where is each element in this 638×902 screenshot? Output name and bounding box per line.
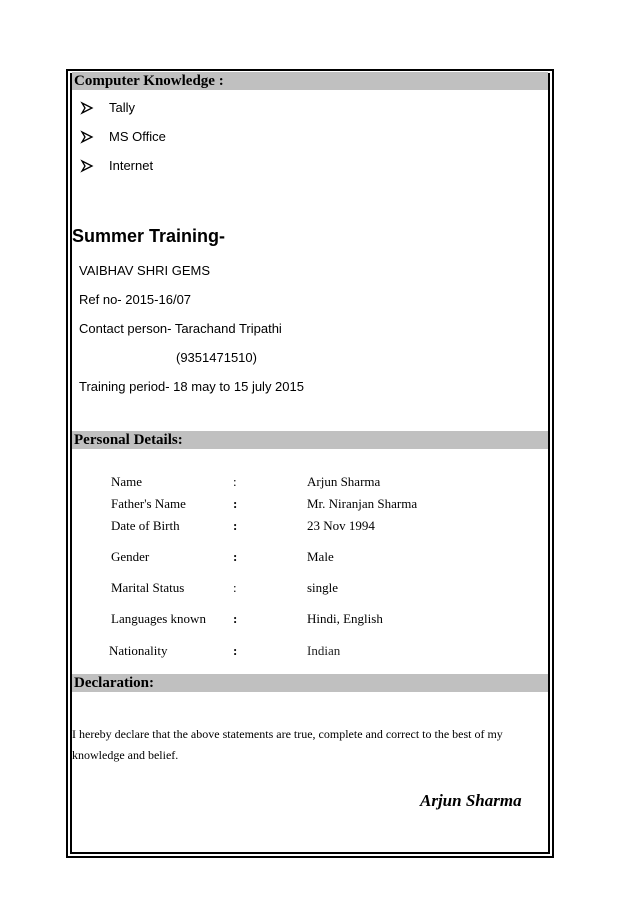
arrow-bullet-icon	[80, 100, 94, 116]
detail-row-fathers-name	[0, 495, 638, 513]
detail-row-languages-known	[0, 610, 638, 628]
personal-details-heading: Personal Details:	[72, 431, 548, 449]
detail-colon: :	[233, 611, 238, 626]
skill-item: MS Office	[109, 129, 166, 144]
detail-colon: :	[233, 474, 237, 489]
detail-value: Arjun Sharma	[307, 474, 381, 489]
detail-value: Indian	[307, 643, 341, 658]
training-contact-person: Contact person- Tarachand Tripathi	[79, 321, 282, 336]
detail-label: Nationality	[109, 643, 168, 658]
detail-colon: :	[233, 580, 237, 595]
detail-label: Marital Status	[111, 580, 185, 595]
declaration-heading: Declaration:	[72, 674, 548, 692]
detail-colon: :	[233, 496, 238, 511]
skill-item: Internet	[109, 158, 154, 173]
detail-colon: :	[233, 549, 238, 564]
declaration-text: I hereby declare that the above statements are true, complete and correct to the best of my knowledge and belief.	[72, 727, 503, 762]
detail-value: 23 Nov 1994	[307, 518, 375, 533]
detail-value: Hindi, English	[307, 611, 383, 626]
detail-row-date-of-birth	[0, 517, 638, 535]
training-company: VAIBHAV SHRI GEMS	[79, 263, 210, 278]
detail-colon: :	[233, 643, 238, 658]
skill-item: Tally	[109, 100, 136, 115]
training-phone: (9351471510)	[176, 350, 257, 365]
detail-value: Mr. Niranjan Sharma	[307, 496, 418, 511]
arrow-bullet-icon	[80, 158, 94, 174]
detail-label: Father's Name	[111, 496, 186, 511]
detail-label: Languages known	[111, 611, 206, 626]
detail-label: Gender	[111, 549, 150, 564]
detail-value: Male	[307, 549, 334, 564]
detail-row-nationality	[0, 642, 638, 660]
detail-value: single	[307, 580, 339, 595]
detail-label: Date of Birth	[111, 518, 180, 533]
training-ref-no: Ref no- 2015-16/07	[79, 292, 192, 307]
detail-colon: :	[233, 518, 238, 533]
detail-row-marital-status	[0, 579, 638, 597]
training-period: Training period- 18 may to 15 july 2015	[79, 379, 304, 394]
arrow-bullet-icon	[80, 129, 94, 145]
summer-training-heading: Summer Training-	[72, 226, 226, 246]
signature: Arjun Sharma	[420, 791, 522, 810]
detail-row-name	[0, 473, 638, 491]
computer-knowledge-heading: Computer Knowledge :	[72, 72, 548, 90]
detail-label: Name	[111, 474, 143, 489]
detail-row-gender	[0, 548, 638, 566]
